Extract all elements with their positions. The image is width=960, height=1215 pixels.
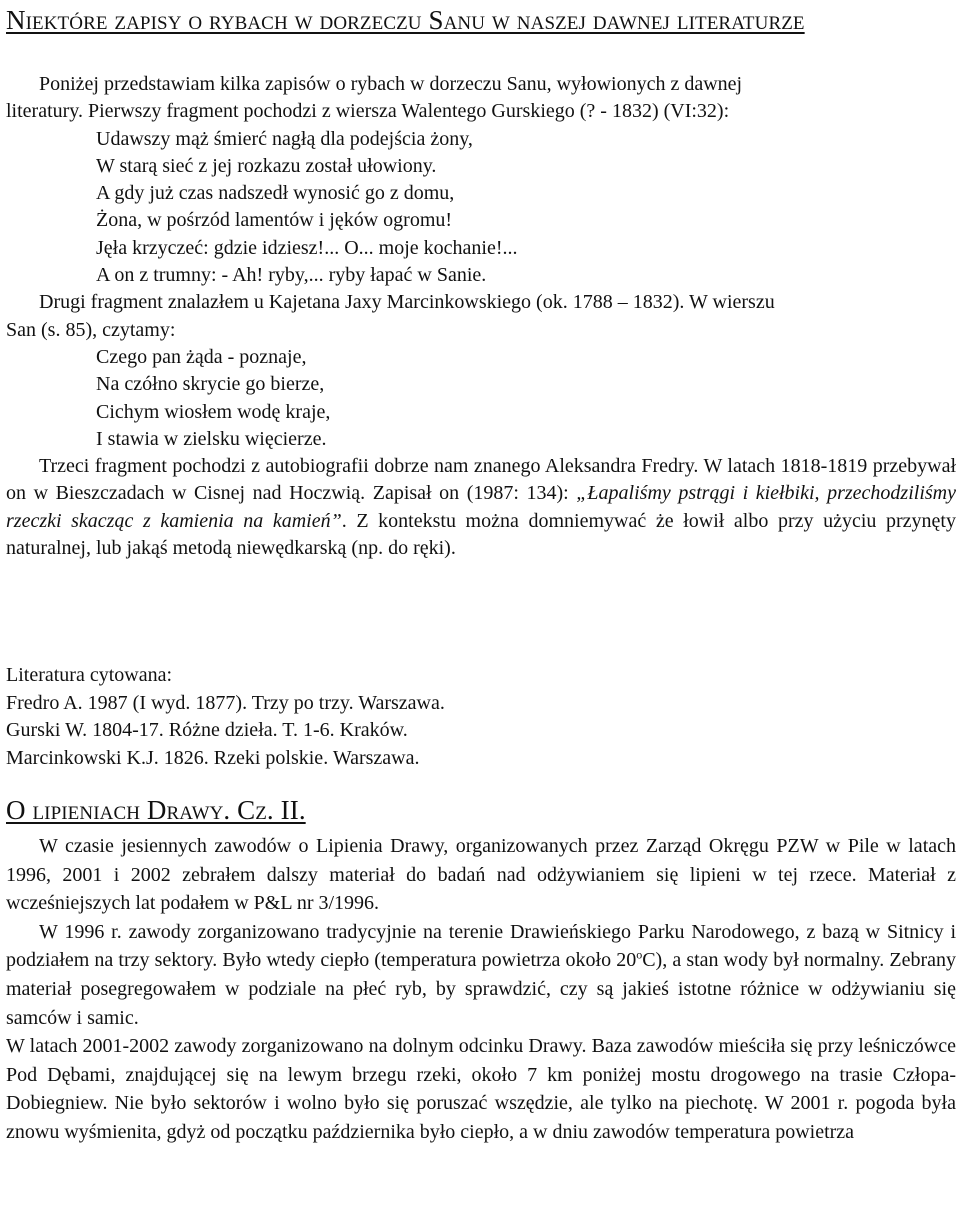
paragraph: W latach 2001-2002 zawody zorganizowano na dolnym odcinku Drawy. Baza zawodów mieściła się przy leśniczówce Pod Dębami, znajdującej się na lewym brzegu rzeki, około 7 km poniżej mostu drogowego na trasie Człopa-Dobiegniew. Nie było sektorów i wolno było się poruszać wszędzie, ale tylko na piechotę. W 2001 r. pogoda była znowu wyśmienita, gdyż od początku października było ciepło, a w dniu zawodów temperatura powietrza [6,1035,956,1143]
paragraph-text: W 1996 r. zawody zorganizowano tradycyjnie na terenie Drawieńskiego Parku Narodowego, z bazą w Sitnicy i podziałem na trzy sektory. Było wtedy ciepło (temperatura powietrza około 20 [6,920,956,972]
reference-item: Gurski W. 1804-17. Różne dzieła. T. 1-6. Kraków. [6,719,408,741]
quote-text: „Łapaliśmy pstrągi i kiełbiki, przechodziliśmy rzeczki skacząc z kamienia na kamień” [6,482,956,532]
section-body [6,71,956,562]
references-label: Literatura cytowana: [6,664,173,686]
paragraph-text: . Z kontekstu można domniemywać że łowił albo przy użyciu przynęty naturalnej, lub jakąś metodą niewędkarską (np. do ręki). [6,509,956,560]
references [6,662,956,772]
poem-line: A on z trumny: - Ah! ryby,... ryby łapać w Sanie. [96,264,487,287]
paragraph [6,453,956,562]
poem-line: I stawia w zielsku więcierze. [96,427,327,450]
poem-line: Żona, w pośrzód lamentów i jęków ogromu! [96,209,453,232]
poem-line: Cichym wiosłem wodę kraje, [96,400,331,423]
superscript: o [636,947,643,962]
intro-line: Poniżej przedstawiam kilka zapisów o rybach w dorzeczu Sanu, wyłowionych z dawnej [39,73,743,95]
section-title: Niektóre zapisy o rybach w dorzeczu Sanu w naszej dawnej literaturze [6,5,805,35]
reference-item: Marcinkowski K.J. 1826. Rzeki polskie. Warszawa. [6,746,420,769]
paragraph-line: Drugi fragment znalazłem u Kajetana Jaxy Marcinkowskiego (ok. 1788 – 1832). W wierszu [39,291,775,314]
intro-line: literatury. Pierwszy fragment pochodzi z wiersza Walentego Gurskiego (? - 1832) (VI:32): [6,100,730,123]
section-title: O lipieniach Drawy. Cz. II. [6,795,306,825]
paragraph-line: San (s. 85), czytamy: [6,318,176,341]
paragraph-text: Trzeci fragment pochodzi z autobiografii dobrze nam znanego Aleksandra Fredry. W latach 1818-1819 przebywał on w Bieszczadach w Cisnej nad Hoczwią. Zapisał on (1987: 134): [6,455,956,505]
section-body [6,832,956,1147]
poem-stanza [6,126,956,290]
poem-line: W starą sieć z jej rozkazu został ułowiony. [96,154,437,177]
reference-item: Fredro A. 1987 (I wyd. 1877). Trzy po trzy. Warszawa. [6,691,445,714]
poem-line: Na czółno skrycie go bierze, [96,373,325,396]
paragraph [6,918,956,1032]
poem-line: Jęła krzyczeć: gdzie idziesz!... O... moje kochanie!... [96,236,518,259]
poem-line: Czego pan żąda - poznaje, [96,345,307,368]
poem-stanza [6,344,956,453]
paragraph: W czasie jesiennych zawodów o Lipienia Drawy, organizowanych przez Zarząd Okręgu PZW w Pile w latach 1996, 2001 i 2002 zebrałem dalszy materiał do badań nad odżywianiem się lipieni w tej rzece. Materiał z wcześniejszych lat podałem w P&L nr 3/1996. [6,835,956,915]
poem-line: A gdy już czas nadszedł wynosić go z domu, [96,182,455,205]
paragraph-text: C), a stan wody był normalny. Zebrany materiał posegregowałem w podziale na płeć ryb, by sprawdzić, czy są jakieś istotne różnice w odżywianiu się samców i samic. [6,949,956,1029]
poem-line: Udawszy mąż śmierć nagłą dla podejścia żony, [96,127,473,150]
